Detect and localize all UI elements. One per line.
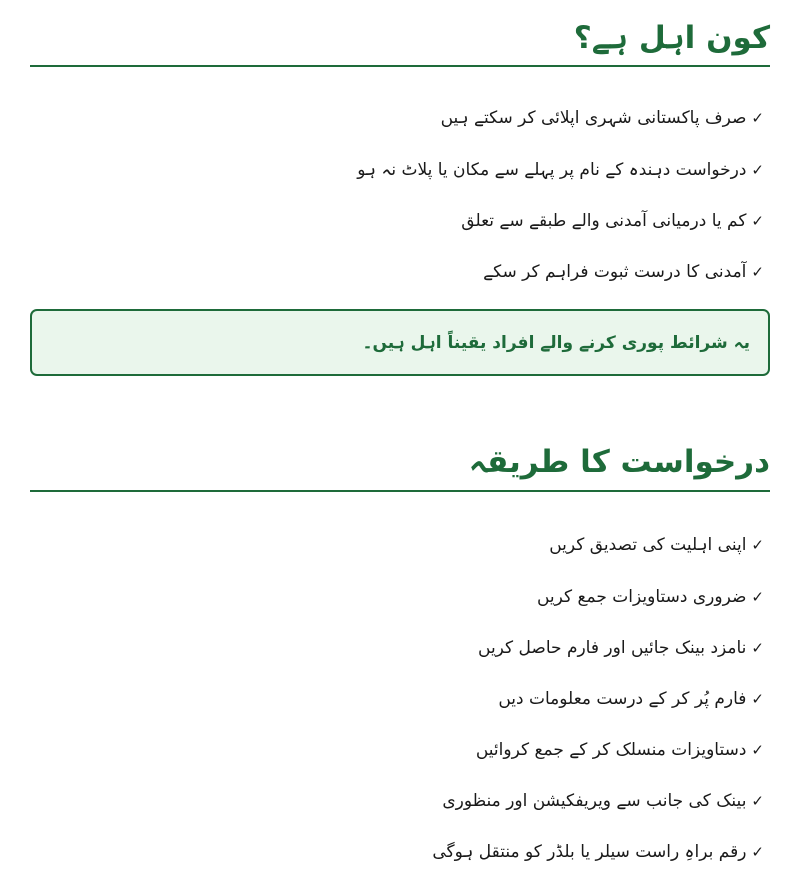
check-icon: ✓ [751, 109, 764, 127]
procedure-heading: درخواست کا طریقہ [468, 444, 770, 480]
procedure-step-label: ضروری دستاویزات جمع کریں [536, 587, 747, 607]
procedure-step [478, 634, 764, 662]
check-icon: ✓ [751, 212, 764, 230]
eligibility-item-label: صرف پاکستانی شہری اپلائی کر سکتے ہیں [440, 108, 747, 128]
procedure-step-label: نامزد بینک جائیں اور فارم حاصل کریں [478, 638, 747, 658]
procedure-step [537, 583, 764, 611]
procedure-step-label: بینک کی جانب سے ویریفکیشن اور منظوری [442, 791, 747, 811]
procedure-step-label: فارم پُر کر کے درست معلومات دیں [498, 689, 747, 709]
eligibility-item-label: آمدنی کا درست ثبوت فراہم کر سکے [483, 262, 747, 282]
procedure-step [442, 787, 764, 815]
check-icon: ✓ [751, 690, 764, 708]
eligibility-item-label: درخواست دہندہ کے نام پر پہلے سے مکان یا پلاٹ نہ ہو [357, 160, 747, 180]
procedure-step-label: اپنی اہلیت کی تصدیق کریں [549, 535, 747, 555]
procedure-step-label: دستاویزات منسلک کر کے جمع کروائیں [475, 740, 747, 760]
procedure-step [476, 736, 764, 764]
check-icon: ✓ [751, 843, 764, 861]
check-icon: ✓ [751, 263, 764, 281]
procedure-step [498, 685, 764, 713]
check-icon: ✓ [751, 588, 764, 606]
eligibility-item [461, 207, 764, 235]
check-icon: ✓ [751, 639, 764, 657]
check-icon: ✓ [751, 741, 764, 759]
eligibility-heading: کون اہل ہے؟ [573, 20, 770, 56]
check-icon: ✓ [751, 161, 764, 179]
eligibility-item [441, 104, 764, 132]
eligibility-item [357, 156, 764, 184]
eligibility-item [483, 258, 764, 286]
check-icon: ✓ [751, 536, 764, 554]
procedure-step-label: رقم براہِ راست سیلر یا بلڈر کو منتقل ہوگی [432, 842, 747, 862]
procedure-step [432, 838, 764, 866]
eligibility-note: یہ شرائط پوری کرنے والے افراد یقیناً اہل ہیں۔ [362, 333, 750, 353]
procedure-divider [30, 490, 770, 492]
procedure-step [549, 531, 764, 559]
check-icon: ✓ [751, 792, 764, 810]
eligibility-note-box [30, 309, 770, 376]
eligibility-item-label: کم یا درمیانی آمدنی والے طبقے سے تعلق [461, 211, 747, 231]
eligibility-divider [30, 65, 770, 67]
